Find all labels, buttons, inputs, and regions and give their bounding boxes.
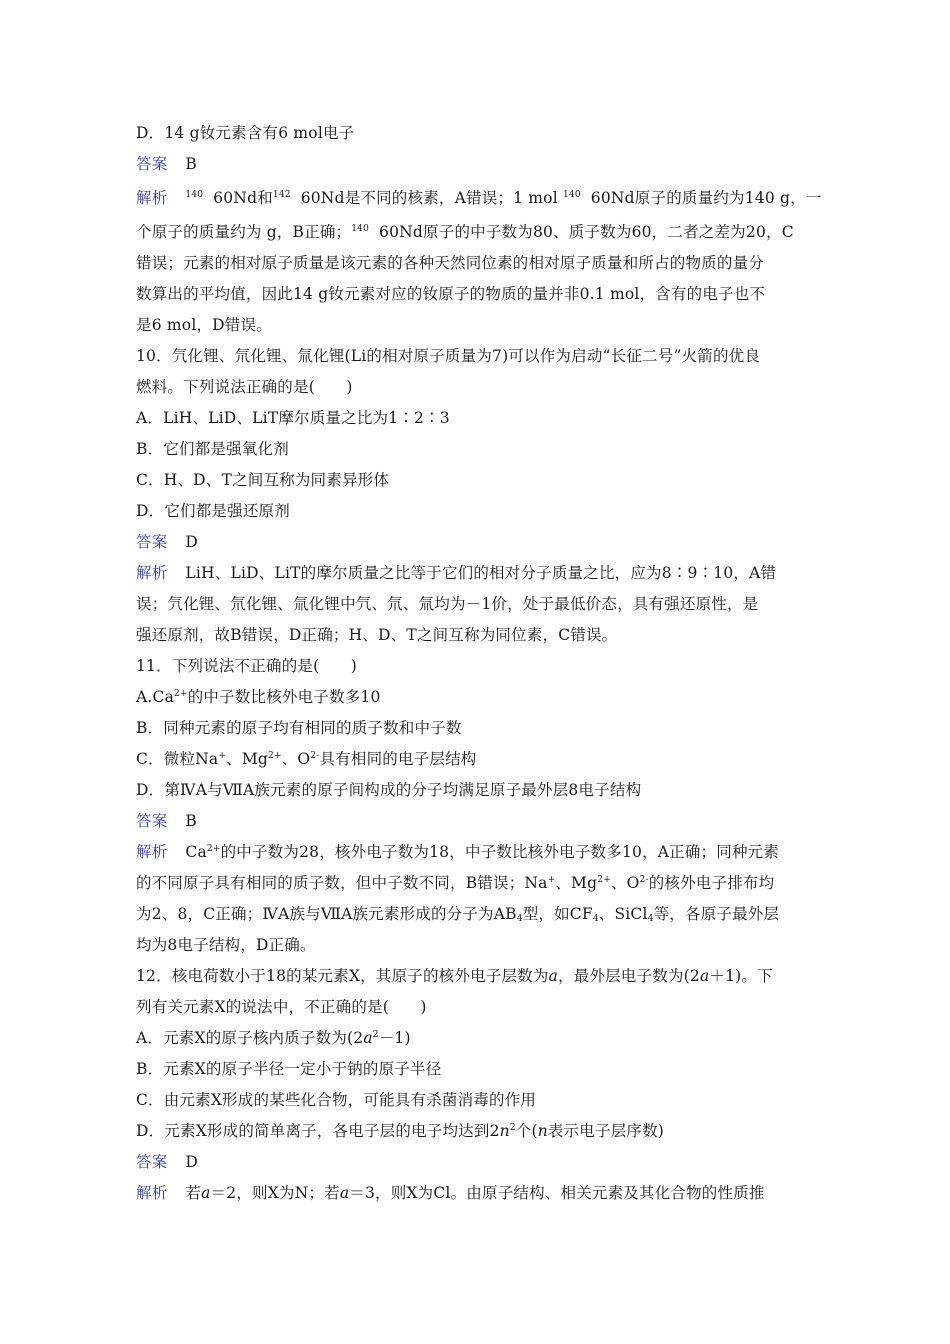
charge: +: [218, 751, 227, 761]
answer-tag: 答案: [136, 812, 168, 830]
q11-explanation-line-2: [136, 868, 816, 899]
variable: n: [537, 1122, 548, 1140]
text: 个(: [515, 1122, 538, 1140]
text: LiH、LiD、LiT的摩尔质量之比等于它们的相对分子质量之比，应为8∶9∶10，A错: [185, 564, 777, 582]
q12-option-d: [136, 1116, 816, 1147]
q12-option-a: [136, 1023, 816, 1054]
variable: a: [201, 1184, 211, 1202]
text: Ca: [185, 843, 207, 861]
text: A.Ca: [136, 688, 175, 706]
text: ＝3，则X为Cl。由原子结构、相关元素及其化合物的性质推: [349, 1184, 765, 1202]
answer-tag: 答案: [136, 1153, 168, 1171]
q12-stem-2: 列有关元素X的说法中，不正确的是( ): [136, 998, 427, 1016]
text: 型，如CF: [522, 905, 593, 923]
text: 的核外电子排布均: [648, 874, 775, 892]
text: －1): [378, 1029, 411, 1047]
charge: +: [547, 875, 556, 885]
answer-tag: 答案: [136, 533, 168, 551]
q12-explanation-line-1: [136, 1178, 816, 1209]
variable: a: [699, 967, 710, 985]
q9-answer: [136, 149, 816, 180]
text: 表示电子层序数): [547, 1122, 665, 1140]
subscript: 4: [516, 914, 523, 924]
subscript: 4: [647, 914, 654, 924]
q11-explanation-line-4: 均为8电子结构，D正确。: [136, 936, 316, 954]
text: 60Nd原子的质量约为140 g，一: [590, 189, 822, 207]
q11-option-c: [136, 744, 816, 775]
mass-number: 140: [563, 190, 581, 200]
mass-number: 142: [272, 190, 291, 200]
text: D．元素X形成的简单离子，各电子层的电子均达到2: [136, 1122, 500, 1140]
explanation-tag: 解析: [136, 1184, 168, 1202]
charge: 2+: [268, 751, 282, 761]
text: 60Nd和: [213, 189, 273, 207]
q12-stem-1: [136, 961, 816, 992]
mass-number: 140: [185, 190, 204, 200]
text: 若: [185, 1184, 202, 1202]
text: A．元素X的原子核内质子数为(2: [136, 1029, 364, 1047]
answer-value: D: [185, 1153, 199, 1171]
text: 的中子数为28，核外电子数为18，中子数比核外电子数多10，A正确；同种元素: [220, 843, 780, 861]
q9-explanation-line-5: 是6 mol，D错误。: [136, 316, 272, 334]
q10-explanation-line-3: 强还原剂，故B错误，D正确；H、D、T之间互称为同位素，C错误。: [136, 626, 618, 644]
explanation-tag: 解析: [136, 189, 168, 207]
subscript: 4: [592, 914, 599, 924]
text: C．微粒Na: [136, 750, 219, 768]
variable: a: [548, 967, 559, 985]
q10-explanation-line-2: 误；氕化锂、氘化锂、氚化锂中氕、氘、氚均为－1价，处于最低价态，具有强还原性，是: [136, 595, 759, 613]
answer-value: B: [185, 155, 197, 173]
text: 的中子数比核外电子数多10: [187, 688, 381, 706]
variable: n: [499, 1122, 510, 1140]
answer-value: D: [185, 533, 199, 551]
charge: 2+: [206, 844, 221, 854]
text: ＝2，则X为N；若: [210, 1184, 340, 1202]
q11-option-b: B．同种元素的原子均有相同的质子数和中子数: [136, 719, 462, 737]
variable: a: [339, 1184, 350, 1202]
q11-option-d: D．第ⅣA与ⅦA族元素的原子间构成的分子均满足原子最外层8电子结构: [136, 781, 642, 799]
charge: 2+: [597, 875, 611, 885]
text: ，最外层电子数为(2: [558, 967, 700, 985]
q12-option-c: C．由元素X形成的某些化合物，可能具有杀菌消毒的作用: [136, 1091, 537, 1109]
text: ＋1)。下: [709, 967, 773, 985]
answer-value: B: [185, 812, 197, 830]
text: 、SiCl: [598, 905, 648, 923]
q10-option-a: A．LiH、LiD、LiT摩尔质量之比为1∶2∶3: [136, 409, 450, 427]
text: 60Nd是不同的核素，A错误；1 mol: [300, 189, 558, 207]
charge: 2-: [310, 751, 320, 761]
q11-stem: 11．下列说法不正确的是( ): [136, 657, 358, 675]
q11-explanation-line-1: [136, 837, 816, 868]
q10-stem-2: 燃料。下列说法正确的是( ): [136, 378, 353, 396]
text: 等，各原子最外层: [653, 905, 780, 923]
q10-option-c: C．H、D、T之间互称为同素异形体: [136, 471, 390, 489]
q9-explanation-line-2: [136, 214, 816, 248]
text: 、Mg: [555, 874, 598, 892]
text: 为2、8，C正确；ⅣA族与ⅦA族元素形成的分子为AB: [136, 905, 517, 923]
text: 、O: [610, 874, 640, 892]
q10-option-d: D．它们都是强还原剂: [136, 502, 290, 520]
document-page: [136, 118, 822, 1209]
text: 、O: [281, 750, 311, 768]
q9-explanation-line-4: 数算出的平均值，因此14 g钕元素对应的钕原子的物质的量并非0.1 mol，含有的电子也不: [136, 285, 766, 303]
q12-answer: [136, 1147, 816, 1178]
q9-option-d: D．14 g钕元素含有6 mol电子: [136, 124, 355, 142]
text: 个原子的质量约为 g，B正确；: [136, 223, 352, 241]
text: 60Nd原子的中子数为80、质子数为60，二者之差为20，C: [379, 223, 794, 241]
q11-explanation-line-3: [136, 899, 816, 930]
exponent: 2: [372, 1030, 379, 1040]
text: 具有相同的电子层结构: [319, 750, 477, 768]
q11-answer: [136, 806, 816, 837]
exponent: 2: [509, 1123, 516, 1133]
charge: 2+: [174, 689, 188, 699]
text: 的不同原子具有相同的质子数，但中子数不同，B错误；Na: [136, 874, 548, 892]
variable: a: [363, 1029, 373, 1047]
explanation-tag: 解析: [136, 843, 168, 861]
answer-tag: 答案: [136, 155, 168, 173]
explanation-tag: 解析: [136, 564, 168, 582]
q10-option-b: B．它们都是强氧化剂: [136, 440, 289, 458]
q9-explanation-line-1: [136, 180, 822, 214]
text: 12．核电荷数小于18的某元素X，其原子的核外电子层数为: [136, 967, 549, 985]
charge: 2-: [639, 875, 649, 885]
text: 、Mg: [226, 750, 269, 768]
mass-number: 140: [351, 224, 370, 234]
q12-option-b: B．元素X的原子半径一定小于钠的原子半径: [136, 1060, 442, 1078]
q10-answer: [136, 527, 816, 558]
q11-option-a: [136, 682, 816, 713]
q10-explanation-line-1: [136, 558, 816, 589]
q10-stem-1: 10．氕化锂、氘化锂、氚化锂(Li的相对原子质量为7)可以作为启动“长征二号”火箭的优良: [136, 347, 761, 365]
q9-explanation-line-3: 错误；元素的相对原子质量是该元素的各种天然同位素的相对原子质量和所占的物质的量分: [136, 254, 765, 272]
